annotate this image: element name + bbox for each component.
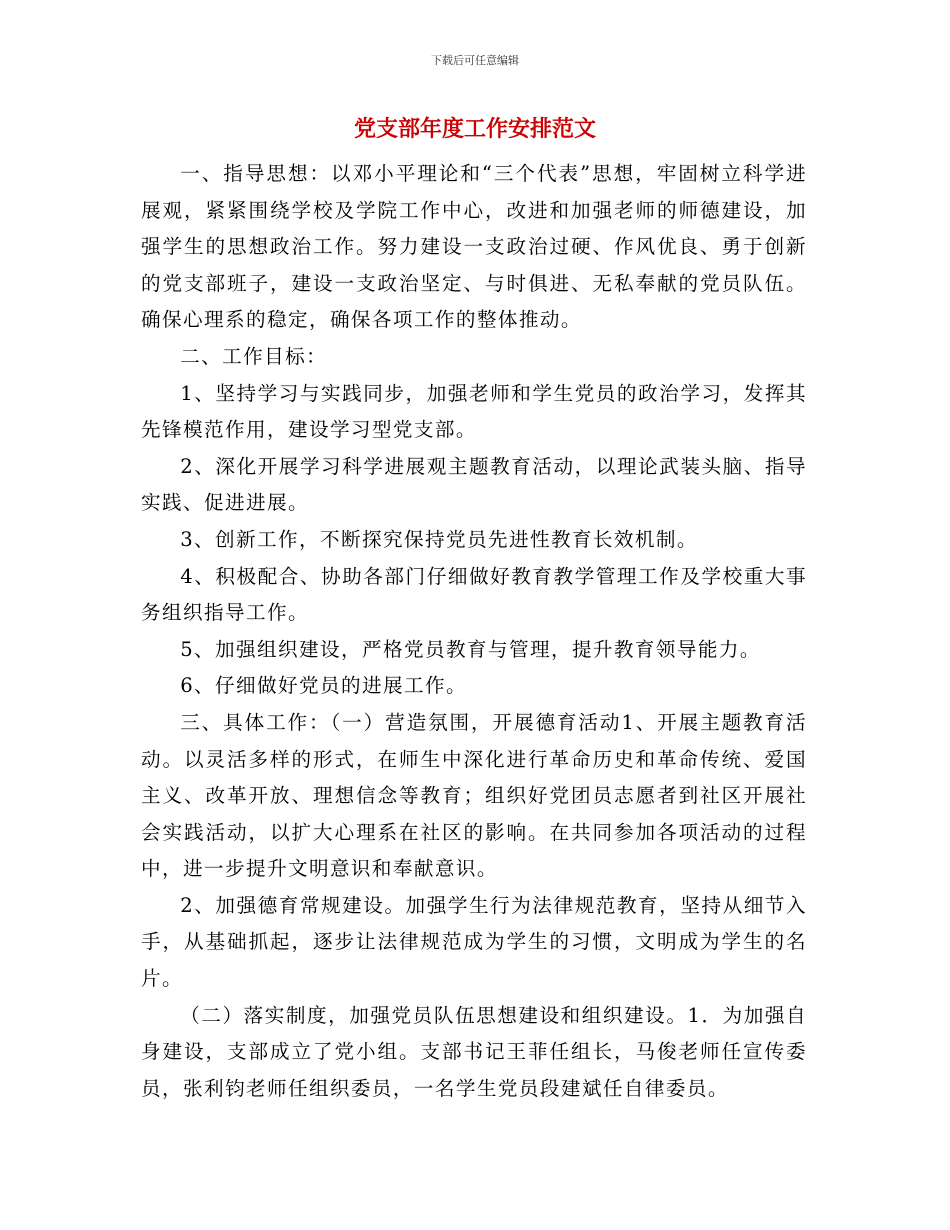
- paragraph-goal-6: 6、仔细做好党员的进展工作。: [180, 674, 467, 698]
- paragraph-goal-4: 4、积极配合、协助各部门仔细做好教育教学管理工作及学校重大事务组织指导工作。: [141, 564, 807, 625]
- paragraph-specific-work: 三、具体工作：（一）营造氛围，开展德育活动1、开展主题教育活动。以灵活多样的形式，在师生中深化进行革命历史和革命传统、爱国主义、改革开放、理想信念等教育；组织好党团员志愿者到社区开展社会实践活动，以扩大心理系在社区的影响。在共同参加各项活动的过程中，进一步提升文明意识和奉献意识。: [141, 710, 807, 881]
- paragraph-goal-2: 2、深化开展学习科学进展观主题教育活动，以理论武装头脑、指导实践、促进进展。: [141, 454, 807, 515]
- paragraph-work-goals-heading: 二、工作目标：: [180, 344, 328, 368]
- header-note: 下载后可任意编辑: [431, 54, 519, 67]
- paragraph-goal-3: 3、创新工作，不断探究保持党员先进性教育长效机制。: [180, 527, 698, 551]
- document-body: [141, 156, 807, 1107]
- paragraph-system-implementation: （二）落实制度，加强党员队伍思想建设和组织建设。1．为加强自身建设，支部成立了党小组。支部书记王菲任组长，马俊老师任宣传委员，张利钧老师任组织委员，一名学生党员段建斌任自律委员。: [141, 1003, 807, 1100]
- paragraph-guiding-ideology: 一、指导思想：以邓小平理论和“三个代表”思想，牢固树立科学进展观，紧紧围绕学校及学院工作中心，改进和加强老师的师德建设，加强学生的思想政治工作。努力建设一支政治过硬、作风优良、勇于创新的党支部班子，建设一支政治坚定、与时俱进、无私奉献的党员队伍。确保心理系的稳定，确保各项工作的整体推动。: [141, 162, 807, 332]
- paragraph-moral-education: 2、加强德育常规建设。加强学生行为法律规范教育，坚持从细节入手，从基础抓起，逐步让法律规范成为学生的习惯，文明成为学生的名片。: [141, 893, 807, 991]
- paragraph-goal-1: 1、坚持学习与实践同步，加强老师和学生党员的政治学习，发挥其先锋模范作用，建设学习型党支部。: [141, 381, 807, 442]
- paragraph-goal-5: 5、加强组织建设，严格党员教育与管理，提升教育领导能力。: [180, 637, 761, 661]
- document-title: 党支部年度工作安排范文: [353, 116, 596, 142]
